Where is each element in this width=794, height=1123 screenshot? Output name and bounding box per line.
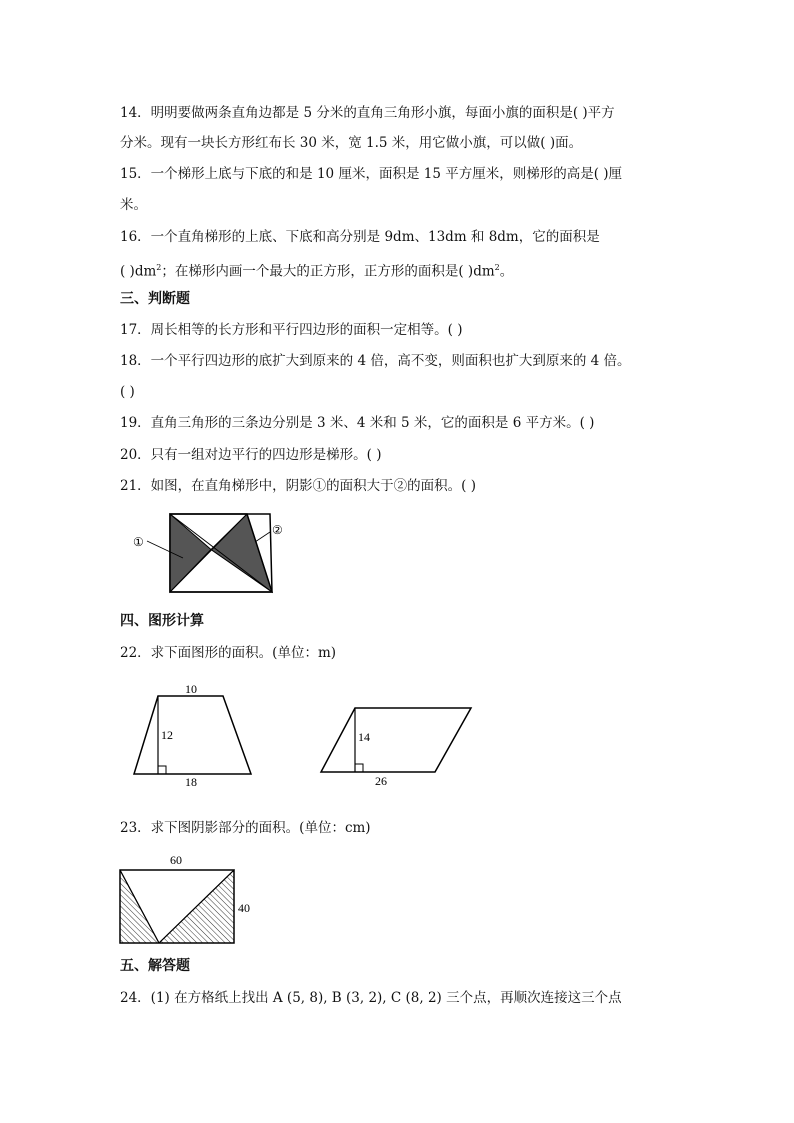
q24-text: 24．(1) 在方格纸上找出 A (5, 8), B (3, 2), C (8, 2) 三个点，再顺次连接这三个点 (120, 990, 622, 1006)
q16-part-a: ( )dm (120, 263, 157, 280)
q21-text: 21．如图，在直角梯形中，阴影①的面积大于②的面积。( ) (120, 478, 477, 494)
q17-text: 17．周长相等的长方形和平行四边形的面积一定相等。( ) (120, 322, 463, 338)
q14-line2: 分米。现有一块长方形红布长 30 米，宽 1.5 米，用它做小旗，可以做( )面。 (120, 135, 583, 151)
section-title-answer: 五、解答题 (120, 958, 190, 974)
q16-line1: 16．一个直角梯形的上底、下底和高分别是 9dm、13dm 和 8dm，它的面积是 (120, 229, 600, 245)
q16-line2 (120, 258, 513, 282)
q23-rectangle-figure (115, 850, 265, 946)
section-title-judgement: 三、判断题 (120, 291, 190, 307)
trap-height-label: 12 (161, 728, 173, 742)
rect-width-label: 60 (170, 853, 182, 867)
q14-line1: 14．明明要做两条直角边都是 5 分米的直角三角形小旗，每面小旗的面积是( )平方 (120, 105, 615, 121)
section-title-figure-calc: 四、图形计算 (120, 613, 204, 629)
q21-trapezoid-figure (125, 508, 305, 600)
trapezoid-shape (134, 696, 251, 774)
q16-part-b: ；在梯形内画一个最大的正方形，正方形的面积是( )dm (161, 263, 495, 280)
shaded-region-2 (211, 514, 272, 592)
label-circle-1: ① (133, 535, 144, 549)
label-circle-2: ② (272, 523, 283, 537)
q20-text: 20．只有一组对边平行的四边形是梯形。( ) (120, 447, 382, 463)
q23-text: 23．求下图阴影部分的面积。(单位：cm) (120, 820, 371, 836)
trap-bottom-label: 18 (185, 775, 197, 789)
rect-height-label: 40 (238, 901, 250, 915)
q19-text: 19．直角三角形的三条边分别是 3 米、4 米和 5 米，它的面积是 6 平方米。( ) (120, 415, 595, 431)
shaded-region-1 (170, 514, 211, 592)
trap-top-label: 10 (185, 682, 197, 696)
q22-figures (125, 678, 485, 793)
q22-text: 22．求下面图形的面积。(单位：m) (120, 645, 337, 661)
q16-part-c: 。 (499, 263, 514, 280)
parallelogram-shape (321, 708, 471, 772)
para-base-label: 26 (375, 774, 387, 788)
q16-sup-a: 2 (156, 263, 162, 272)
q15-line2: 米。 (120, 197, 147, 213)
q16-sup-b: 2 (494, 263, 500, 272)
q18-line1: 18．一个平行四边形的底扩大到原来的 4 倍，高不变，则面积也扩大到原来的 4 倍。 (120, 353, 631, 369)
q18-line2: ( ) (120, 384, 135, 400)
para-height-label: 14 (358, 730, 370, 744)
q15-line1: 15．一个梯形上底与下底的和是 10 厘米，面积是 15 平方厘米，则梯形的高是( )厘 (120, 166, 623, 182)
